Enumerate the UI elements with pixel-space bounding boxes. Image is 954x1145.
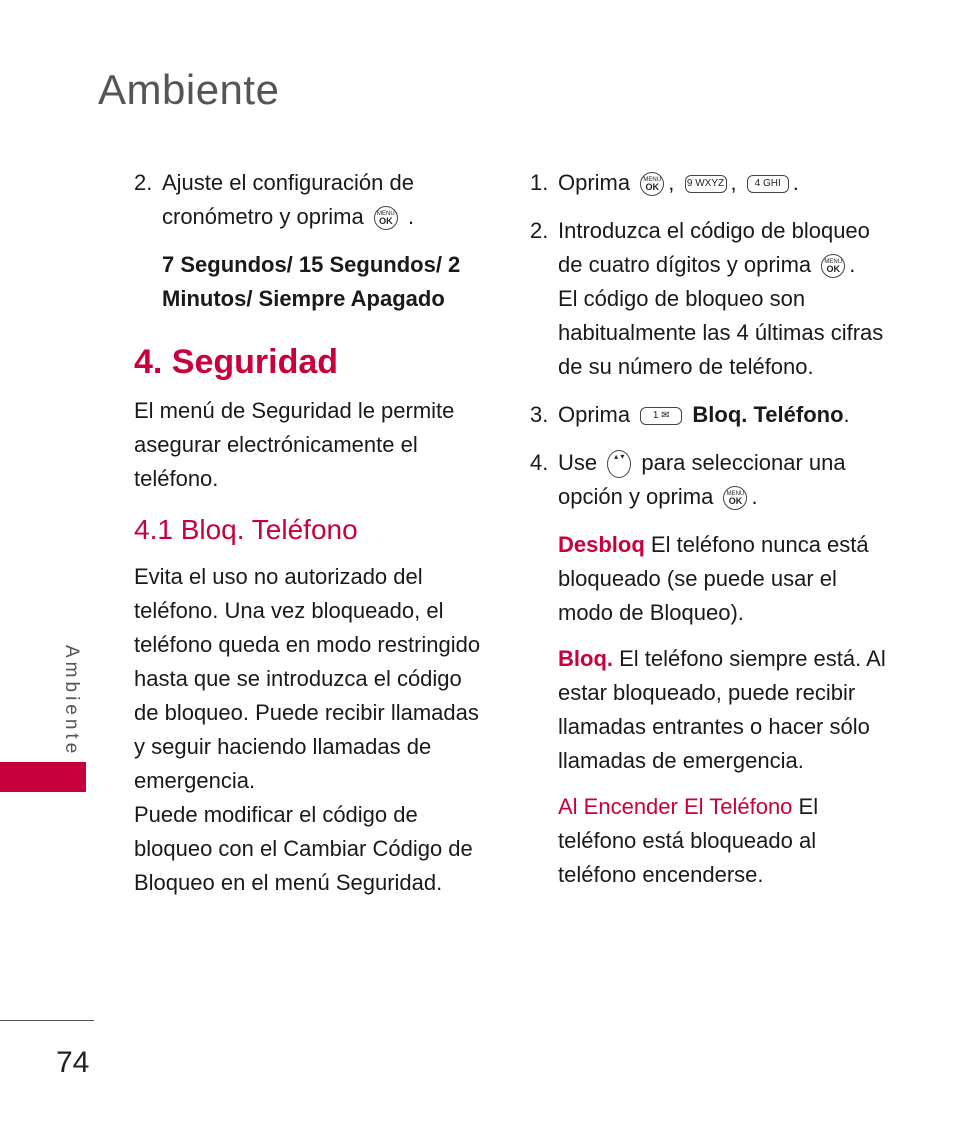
- step-number: 1.: [530, 170, 549, 195]
- step-end: .: [849, 252, 856, 277]
- step-text-cont: para seleccionar una opción y oprima: [558, 450, 846, 509]
- separator: ,: [730, 170, 737, 195]
- menu-key-label: MENU: [726, 491, 745, 498]
- option-text: El teléfono nunca está bloqueado (se puede usar el modo de Bloqueo).: [558, 532, 869, 625]
- option-text: El teléfono siempre está. Al estar bloqueado, puede recibir llamadas entrantes o hacer sólo llamadas de emergencia.: [558, 646, 886, 773]
- step-number: 3.: [530, 402, 549, 427]
- ok-key-label: OK: [379, 216, 393, 227]
- option-al-encender: [530, 790, 890, 892]
- step-text: Ajuste el configuración de cronómetro y oprima: [162, 170, 414, 229]
- step-number: 4.: [530, 450, 549, 475]
- body-paragraph-2: Puede modificar el código de bloqueo con el Cambiar Código de Bloqueo en el menú Seguridad.: [134, 802, 473, 895]
- right-step-3: [530, 398, 890, 432]
- footer-rule: [0, 1020, 94, 1021]
- option-text: El teléfono está bloqueado al teléfono encenderse.: [558, 794, 819, 887]
- right-step-1: [530, 166, 890, 200]
- menu-key-label: MENU: [377, 211, 395, 218]
- step-target: Bloq. Teléfono: [692, 402, 844, 427]
- menu-ok-key-icon: [723, 486, 747, 510]
- key-4-icon: 4 GHI: [747, 175, 789, 193]
- option-bloq: [530, 642, 890, 778]
- left-column: [134, 166, 484, 900]
- step-text: Oprima: [558, 402, 631, 427]
- separator: ,: [668, 170, 675, 195]
- ok-key-label: OK: [826, 264, 841, 275]
- lock-code-note: El código de bloqueo son habitualmente las 4 últimas cifras de su número de teléfono.: [558, 286, 884, 379]
- option-label: Desbloq: [558, 532, 645, 557]
- option-label: Al Encender El Teléfono: [558, 794, 793, 819]
- ok-key-label: OK: [645, 182, 659, 193]
- step-text: Oprima: [558, 170, 631, 195]
- body-paragraph-1: Evita el uso no autorizado del teléfono. Una vez bloqueado, el teléfono queda en modo restringido hasta que se introduzca el código de bloqueo. Puede recibir llamadas y seguir haciendo llamadas de emergencia.: [134, 564, 481, 793]
- page-title: Ambiente: [98, 66, 280, 113]
- step-end: .: [792, 170, 799, 195]
- ok-key-label: OK: [728, 496, 743, 507]
- menu-ok-key-icon: [640, 172, 664, 196]
- step-end: .: [408, 204, 415, 229]
- step-end: .: [751, 484, 758, 509]
- option-label: Bloq.: [558, 646, 613, 671]
- left-step-2: [134, 166, 484, 234]
- right-step-2: [530, 214, 890, 384]
- side-accent-bar: [0, 762, 86, 792]
- step-text: Introduzca el código de bloqueo de cuatro dígitos y oprima: [558, 218, 870, 277]
- menu-ok-key-icon: [374, 206, 398, 230]
- right-step-4: [530, 446, 890, 514]
- step-number: 2.: [134, 170, 153, 195]
- step-end: .: [843, 402, 850, 427]
- subsection-title: 4.1 Bloq. Teléfono: [134, 514, 358, 545]
- step-text: Use: [558, 450, 598, 475]
- timer-options: 7 Segundos/ 15 Segundos/ 2 Minutos/ Siempre Apagado: [162, 252, 461, 311]
- option-desbloq: [530, 528, 890, 630]
- nav-key-icon: ▴ ▾: [607, 450, 631, 478]
- key-1-icon: 1 ✉: [640, 407, 682, 425]
- page-number: 74: [56, 1046, 90, 1079]
- right-column: [530, 166, 890, 904]
- section-description: El menú de Seguridad le permite asegurar electrónicamente el teléfono.: [134, 398, 455, 491]
- key-9-icon: 9 WXYZ: [685, 175, 727, 193]
- step-number: 2.: [530, 218, 549, 243]
- section-title: 4. Seguridad: [134, 343, 339, 381]
- menu-ok-key-icon: [821, 254, 845, 278]
- side-section-label: Ambiente: [61, 645, 82, 758]
- menu-key-label: MENU: [643, 177, 662, 184]
- menu-key-label: MENU: [824, 259, 843, 266]
